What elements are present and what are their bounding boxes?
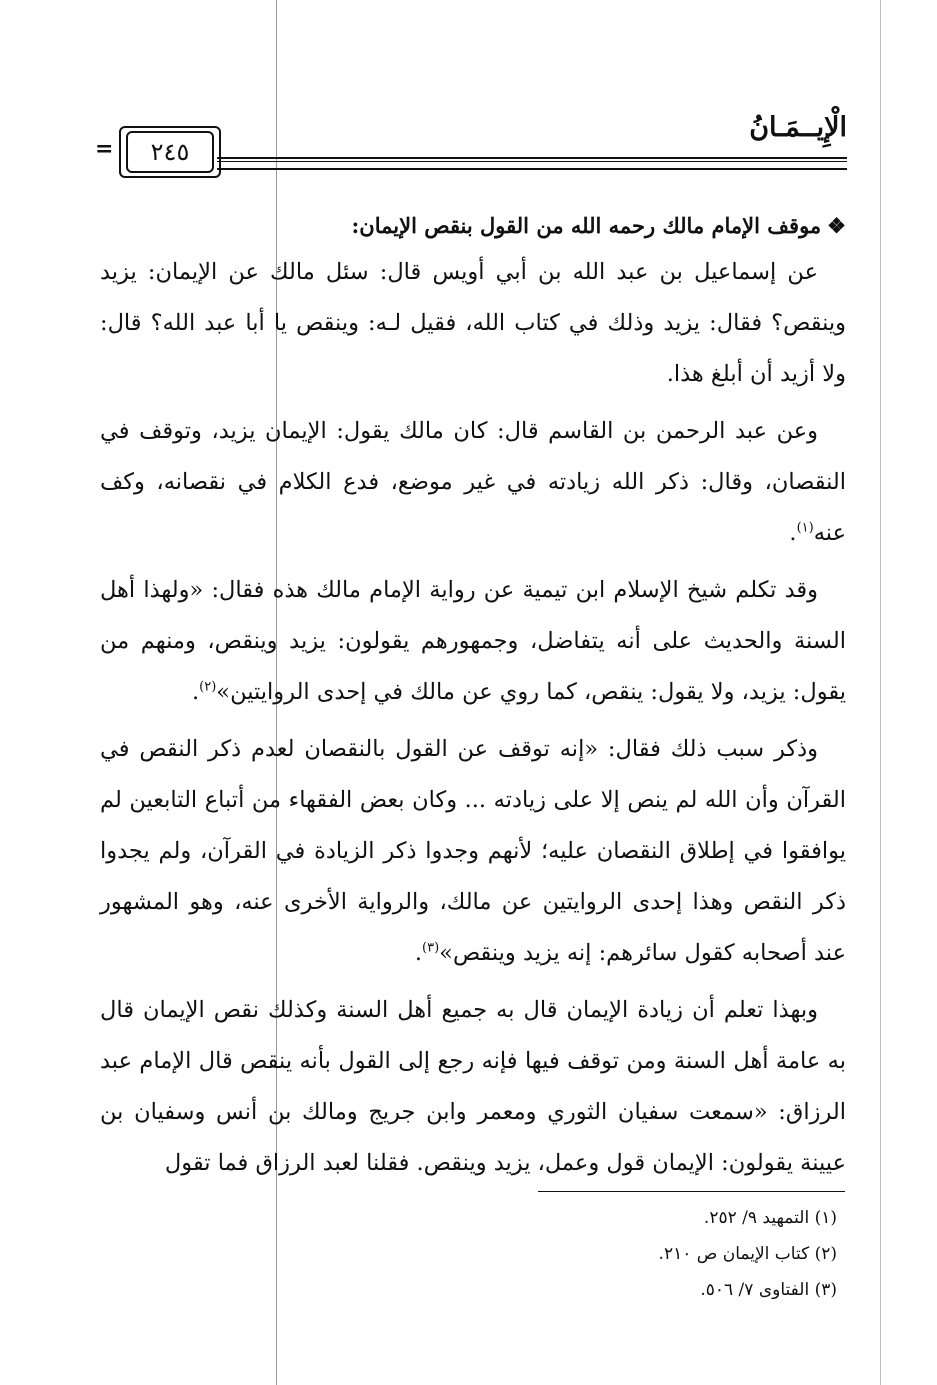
paragraph-end: . [192, 679, 200, 705]
footnote-separator [538, 1191, 845, 1192]
page-number-frame [119, 126, 221, 178]
chapter-title: الْإِيــمَـانُ [749, 112, 847, 143]
diamond-bullet-icon: ❖ [827, 213, 846, 238]
paragraph-text: وعن عبد الرحمن بن القاسم قال: كان مالك يقول: الإيمان يزيد، وتوقف في النقصان، وقال: ذكر الله زيادته في غير موضع، فدع الكلام في نقصانه، وكف عنه [100, 418, 846, 546]
paragraph-4 [100, 724, 846, 979]
paragraph-5 [100, 985, 846, 1189]
scan-line-right [880, 0, 881, 1385]
paragraph-2 [100, 406, 846, 559]
section-heading [100, 205, 846, 247]
footnote-3: (٣) الفتاوى ٧/ ٥٠٦. [700, 1280, 837, 1300]
paragraph-end: . [414, 940, 423, 966]
paragraph-3 [100, 565, 846, 718]
section-heading-text: موقف الإمام مالك رحمه الله من القول بنقص الإيمان: [351, 213, 822, 238]
footnote-2: (٢) كتاب الإيمان ص ٢١٠. [658, 1244, 837, 1264]
footnote-ref: (٣) [422, 940, 440, 956]
header-left-mark: = [95, 136, 114, 162]
paragraph-1 [100, 247, 846, 400]
footnote-1: (١) التمهيد ٩/ ٢٥٢. [703, 1208, 837, 1228]
paragraph-end: . [789, 520, 797, 546]
paragraph-text: وذكر سبب ذلك فقال: «إنه توقف عن القول بالنقصان لعدم ذكر النقص في القرآن وأن الله لم ينص إلا على زيادته ... وكان بعض الفقهاء من أتباع التابعين لم يوافقوا في إطلاق النقصان عليه؛ لأنهم وجدوا ذكر الزيادة في القرآن، ولم يجدوا ذكر النقص وهذا إحدى الروايتين عن مالك، والرواية الأخرى عنه، وهو المشهور عند أصحابه كقول سائرهم: إنه يزيد وينقص» [100, 736, 846, 966]
footnote-ref: (٢) [199, 679, 217, 695]
footnote-ref: (١) [796, 520, 814, 536]
footnotes [437, 1200, 837, 1308]
paragraph-text: عن إسماعيل بن عبد الله بن أبي أويس قال: سئل مالك عن الإيمان: يزيد وينقص؟ فقال: يزيد وذلك في كتاب الله، فقيل لـه: وينقص يا أبا عبد الله؟ قال: ولا أزيد أن أبلغ هذا. [100, 259, 846, 387]
paragraph-text: وبهذا تعلم أن زيادة الإيمان قال به جميع أهل السنة وكذلك نقص الإيمان قال به عامة أهل السنة ومن توقف فيها فإنه رجع إلى القول بأنه ينقص قال الإمام عبد الرزاق: «سمعت سفيان الثوري ومعمر وابن جريج ومالك بن أنس وسفيان بن عيينة يقولون: الإيمان قول وعمل، يزيد وينقص. فقلنا لعبد الرزاق فما تقول [100, 997, 846, 1176]
page-number: ٢٤٥ [126, 131, 214, 173]
paragraph-text: وقد تكلم شيخ الإسلام ابن تيمية عن رواية الإمام مالك هذه فقال: «ولهذا أهل السنة والحديث على أنه يتفاضل، وجمهورهم يقولون: يزيد وينقص، ومنهم من يقول: يزيد، ولا يقول: ينقص، كما روي عن مالك في إحدى الروايتين» [100, 577, 846, 705]
main-text [100, 205, 846, 1189]
header-rule [217, 157, 847, 170]
page-header [95, 112, 847, 182]
